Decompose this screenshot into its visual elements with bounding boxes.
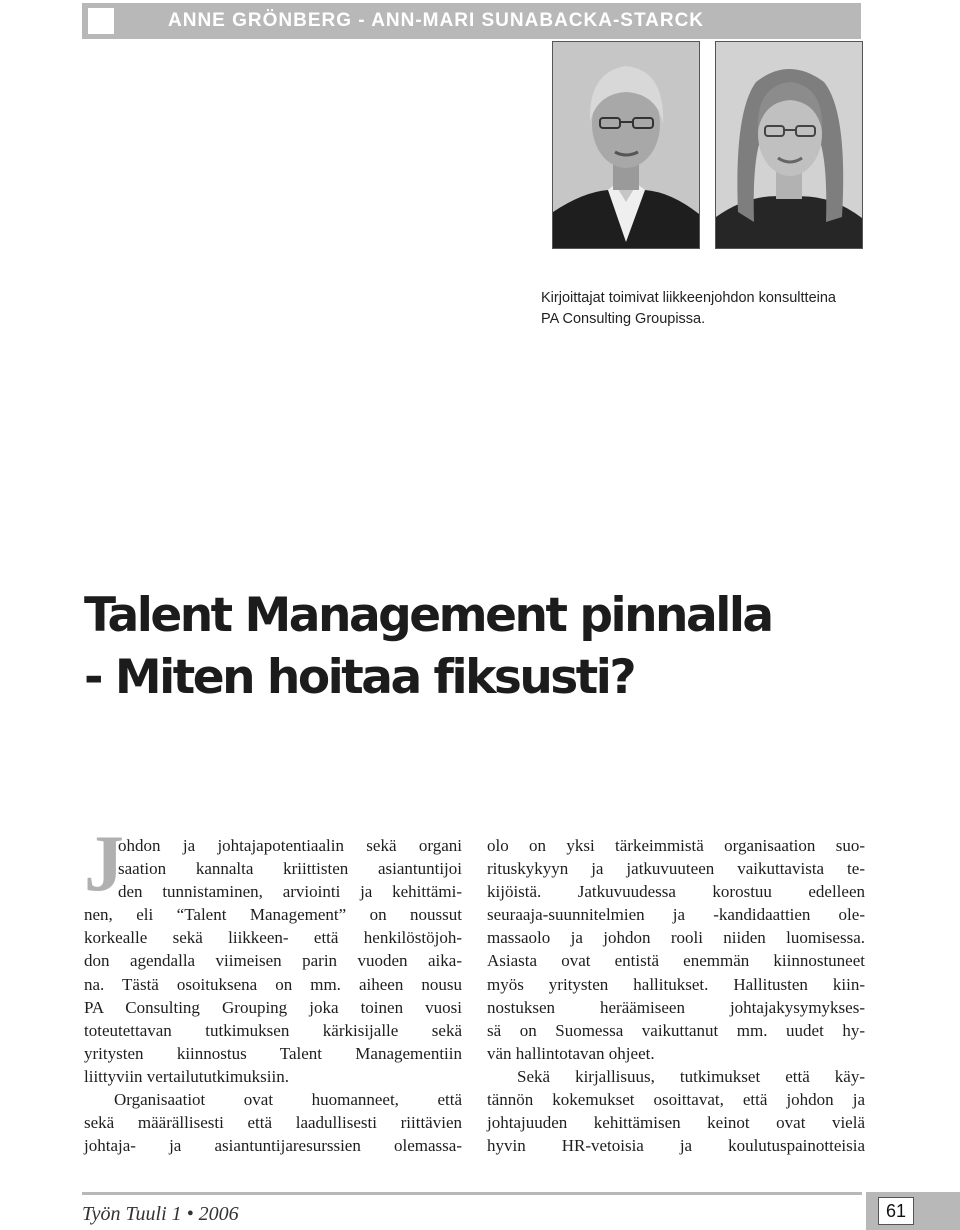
header-square xyxy=(88,8,114,34)
text-line: johtaja- ja asiantuntijaresurssien olemassa- xyxy=(84,1136,462,1156)
text-line: massaolo ja johdon rooli niiden luomisessa. xyxy=(487,928,865,948)
text-line: Organisaatiot ovat huomanneet, että xyxy=(114,1090,462,1110)
author-names: ANNE GRÖNBERG - ANN-MARI SUNABACKA-STARCK xyxy=(168,10,705,31)
text-line: ohdon ja johtajapotentiaalin sekä organi xyxy=(118,836,462,855)
article-title xyxy=(84,585,904,709)
page-number-box xyxy=(866,1192,960,1230)
text-line: Sekä kirjallisuus, tutkimukset että käy- xyxy=(517,1066,865,1086)
text-line: yritysten kiinnostus Talent Managementiin xyxy=(84,1043,462,1063)
text-line: den tunnistaminen, arviointi ja kehittämi- xyxy=(118,882,462,902)
text-line: myös yritysten hallitukset. Hallitusten kiin- xyxy=(487,974,865,994)
header-bar xyxy=(82,3,861,39)
text-line: saation kannalta kriittisten asiantuntijoi xyxy=(118,859,462,879)
page-number: 61 xyxy=(878,1197,914,1225)
body-column-left xyxy=(84,820,462,1157)
text-line: PA Consulting Grouping joka toinen vuosi xyxy=(84,997,462,1017)
author-portrait-2 xyxy=(715,41,863,249)
text-line: don agendalla viimeisen parin vuoden aika- xyxy=(84,951,462,971)
text-line: korkealle sekä liikkeen- että henkilöstöjoh- xyxy=(84,928,462,948)
journal-issue: Työn Tuuli 1 • 2006 xyxy=(82,1203,239,1225)
text-line: hyvin HR-vetoisia ja koulutuspainotteisia xyxy=(487,1136,865,1156)
text-line: vän hallintotavan ohjeet. xyxy=(487,1043,655,1063)
photo-caption xyxy=(541,288,901,330)
title-line: - Miten hoitaa fiksusti? xyxy=(84,650,635,705)
text-line: nen, eli “Talent Management” on noussut xyxy=(84,905,462,925)
text-line: nostuksen heräämiseen johtajakysymykses- xyxy=(487,997,865,1017)
footer-rule xyxy=(82,1192,862,1195)
text-line: Asiasta ovat entistä enemmän kiinnostuneet xyxy=(487,951,865,971)
text-line: sä on Suomessa vaikuttanut mm. uudet hy- xyxy=(487,1020,865,1040)
caption-line: PA Consulting Groupissa. xyxy=(541,311,706,327)
body-column-right xyxy=(487,834,865,1157)
text-line: rituskykyyn ja jatkuvuuteen vaikuttavista te- xyxy=(487,859,865,879)
text-line: tännön kokemukset osoittavat, että johdon ja xyxy=(487,1090,865,1110)
text-line: sekä määrällisesti että laadullisesti riittävien xyxy=(84,1113,462,1133)
text-line: johtajuuden kehittämisen keinot ovat vielä xyxy=(487,1113,865,1133)
text-line: olo on yksi tärkeimmistä organisaation suo- xyxy=(487,836,865,855)
text-line: na. Tästä osoituksena on mm. aiheen nousu xyxy=(84,974,462,994)
caption-line: Kirjoittajat toimivat liikkeenjohdon konsultteina xyxy=(541,290,836,306)
text-line: liittyviin vertailututkimuksiin. xyxy=(84,1066,289,1086)
text-line: seuraaja-suunnitelmien ja -kandidaattien ole- xyxy=(487,905,865,925)
text-line: kijöistä. Jatkuvuudessa korostuu edelleen xyxy=(487,882,865,902)
text-line: toteutettavan tutkimuksen kärkisijalle sekä xyxy=(84,1020,462,1040)
drop-cap: J xyxy=(84,820,124,908)
author-portrait-1 xyxy=(552,41,700,249)
title-line: Talent Management pinnalla xyxy=(84,588,772,643)
